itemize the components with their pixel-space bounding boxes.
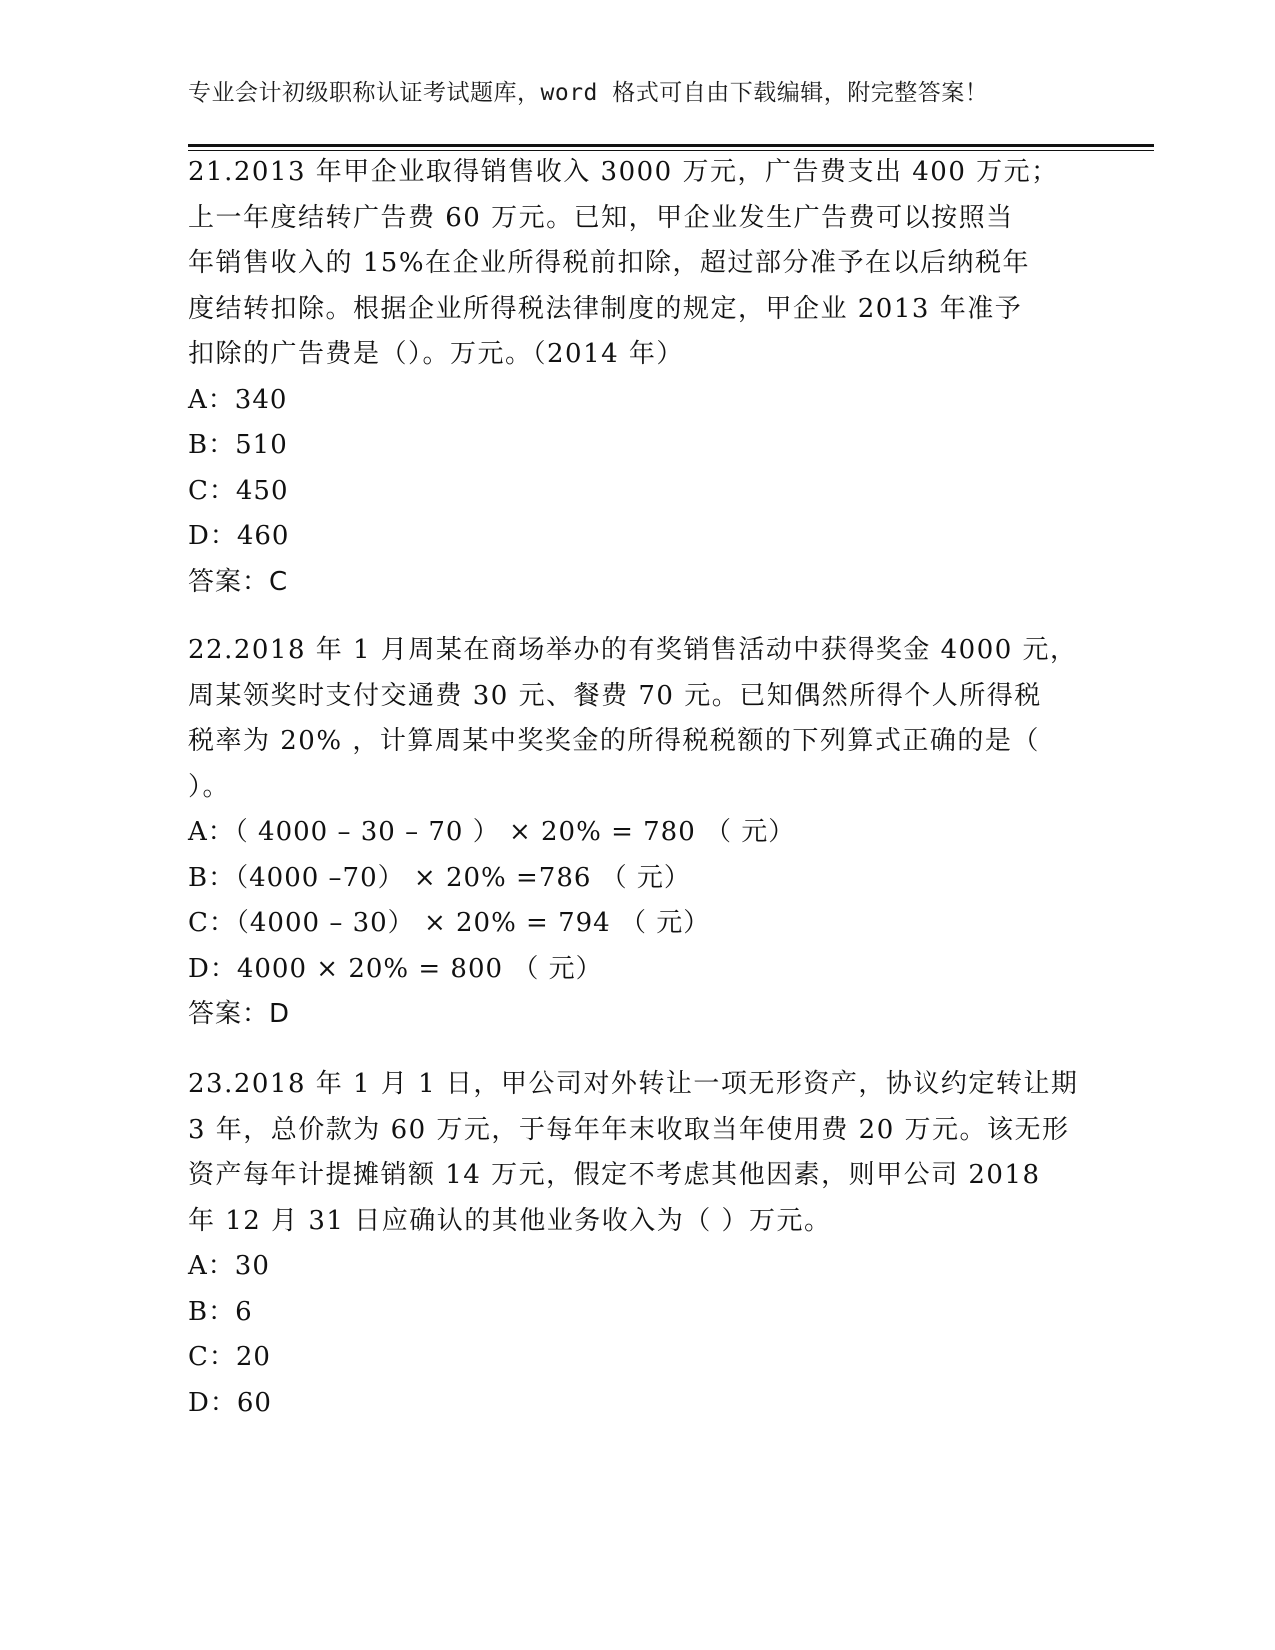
stem-line: 22.2018 年 1 月周某在商场举办的有奖销售活动中获得奖金 4000 元， (188, 635, 1078, 665)
option-d: D：60 (188, 1387, 272, 1418)
option-c: C：（4000 – 30） × 20% = 794 （ 元） (188, 908, 711, 938)
option-c: C：20 (188, 1342, 271, 1372)
option-b: B：510 (188, 430, 288, 460)
question-21 (188, 150, 1088, 605)
option-b: B：（4000 –70） × 20% =786 （ 元） (188, 862, 691, 893)
page-header: 专业会计初级职称认证考试题库，word 格式可自由下载编辑，附完整答案！ (188, 80, 989, 106)
option-a: A：340 (188, 384, 288, 415)
question-22 (188, 628, 1088, 1038)
stem-line: 扣除的广告费是（）。万元。（2014 年） (188, 339, 684, 369)
stem-line: 税率为 20% ，计算周某中奖奖金的所得税税额的下列算式正确的是（ (188, 726, 1040, 756)
stem-line: 资产每年计提摊销额 14 万元，假定不考虑其他因素，则甲公司 2018 (188, 1160, 1041, 1190)
header-divider-thick (188, 144, 1154, 147)
stem-line: 上一年度结转广告费 60 万元。已知，甲企业发生广告费可以按照当 (188, 202, 1014, 233)
option-d: D：4000 × 20% = 800 （ 元） (188, 953, 603, 984)
question-stem (188, 628, 1088, 810)
option-b: B：6 (188, 1296, 253, 1327)
question-23 (188, 1062, 1088, 1426)
answer-line: 答案：D (188, 999, 291, 1029)
stem-line: 周某领奖时支付交通费 30 元、餐费 70 元。已知偶然所得个人所得税 (188, 680, 1042, 711)
stem-line: 年销售收入的 15%在企业所得税前扣除，超过部分准予在以后纳税年 (188, 248, 1031, 278)
stem-line: 21.2013 年甲企业取得销售收入 3000 万元，广告费支出 400 万元； (188, 157, 1059, 187)
option-d: D：460 (188, 521, 290, 551)
stem-line: ）。 (188, 771, 231, 802)
option-a: A：30 (188, 1251, 270, 1281)
option-a: A：（ 4000 – 30 – 70 ） × 20% = 780 （ 元） (188, 817, 796, 847)
stem-line: 年 12 月 31 日应确认的其他业务收入为（ ）万元。 (188, 1205, 832, 1236)
stem-line: 23.2018 年 1 月 1 日，甲公司对外转让一项无形资产，协议约定转让期 (188, 1069, 1079, 1099)
question-stem (188, 1062, 1088, 1244)
stem-line: 度结转扣除。根据企业所得税法律制度的规定，甲企业 2013 年准予 (188, 293, 1023, 324)
answer-line: 答案：C (188, 566, 289, 597)
option-c: C：450 (188, 475, 289, 506)
stem-line: 3 年，总价款为 60 万元，于每年年末收取当年使用费 20 万元。该无形 (188, 1114, 1070, 1145)
question-stem (188, 150, 1088, 378)
